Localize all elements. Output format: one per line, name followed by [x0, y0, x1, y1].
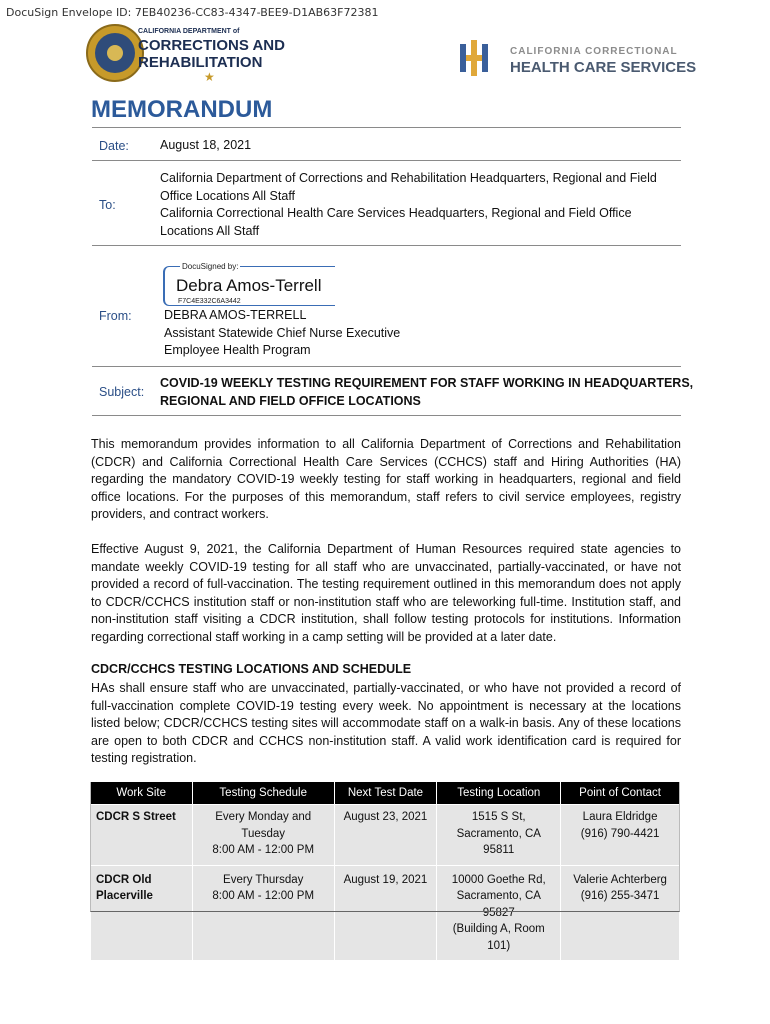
cell-schedule: Every Monday and Tuesday 8:00 AM - 12:00 PM [192, 805, 334, 866]
cell-next-test-date: August 23, 2021 [334, 805, 437, 866]
body-paragraph-1: This memorandum provides information to all California Department of Corrections and Rehabilitation (CDCR) and California Correctional Health Care Services (CCHCS) staff and Hiring Authorities (HA) regarding the mandatory COVID-19 weekly testing for staff working in headquarters, regional and field office locations. For the purposes of this memorandum, staff refers to civil service employees, registry providers, and contract workers. [91, 437, 681, 521]
cdcr-logo-line3: REHABILITATION [138, 54, 263, 71]
subject-line: REGIONAL AND FIELD OFFICE LOCATIONS [160, 393, 421, 408]
to-line: Office Locations All Staff [160, 188, 296, 203]
signature-id: F7C4E332C6A3442 [178, 298, 241, 305]
header-testing-schedule: Testing Schedule [192, 782, 334, 805]
date-value: August 18, 2021 [160, 138, 252, 152]
date-label: Date: [99, 139, 129, 153]
cell-schedule: Every Thursday 8:00 AM - 12:00 PM [192, 865, 334, 961]
header-testing-location: Testing Location [437, 782, 561, 805]
docusign-envelope-id: DocuSign Envelope ID: 7EB40236-CC83-4347-BEE9-D1AB63F72381 [6, 6, 379, 19]
cchcs-mark-icon [460, 40, 488, 76]
header-point-of-contact: Point of Contact [561, 782, 680, 805]
cdcr-logo-line2: CORRECTIONS AND [138, 37, 285, 54]
header-next-test-date: Next Test Date [334, 782, 437, 805]
subject-line: COVID-19 WEEKLY TESTING REQUIREMENT FOR STAFF WORKING IN HEADQUARTERS, [160, 376, 694, 390]
divider [92, 160, 681, 161]
cell-work-site: CDCR S Street [91, 805, 193, 866]
from-value [164, 307, 400, 360]
to-line: California Department of Corrections and Rehabilitation Headquarters, Regional and Field [160, 171, 657, 185]
cell-location: 10000 Goethe Rd, Sacramento, CA 95827 (Building A, Room 101) [437, 865, 561, 961]
to-label: To: [99, 198, 116, 212]
cdcr-logo-line1: CALIFORNIA DEPARTMENT of [138, 28, 240, 35]
signature-name: Debra Amos-Terrell [176, 276, 322, 295]
body-paragraph-2: Effective August 9, 2021, the California Department of Human Resources required state agencies to mandate weekly COVID-19 testing for all staff who are unvaccinated, partially-vaccinated, or have not provided a record of full-vaccination. The testing requirement outlined in this memorandum does not apply to CDCR/CCHCS institution staff or non-institution staff who are teleworking full-time. Institution staff, and non-institution staff visiting a CDCR institution, shall follow testing protocols for institutions. Information regarding correctional staff working in a camp setting will be provided at a later date. [91, 542, 681, 644]
divider [92, 415, 681, 416]
docusigned-by-label: DocuSigned by: [182, 262, 239, 271]
table-row [91, 865, 680, 961]
from-line: DEBRA AMOS-TERRELL [164, 308, 307, 322]
star-icon: ★ [204, 70, 215, 84]
cchcs-logo-line2: HEALTH CARE SERVICES [510, 59, 697, 76]
table-header-row [91, 782, 680, 805]
to-value [160, 170, 657, 240]
cchcs-logo [458, 40, 697, 80]
memo-title: MEMORANDUM [91, 96, 273, 123]
cdcr-logo [86, 24, 285, 84]
cchcs-logo-line1: CALIFORNIA CORRECTIONAL [510, 46, 678, 57]
subject-value [160, 375, 693, 410]
divider [92, 366, 681, 367]
cell-work-site: CDCR Old Placerville [91, 865, 193, 961]
from-label: From: [99, 309, 132, 323]
from-line: Employee Health Program [164, 343, 311, 357]
to-line: California Correctional Health Care Services Headquarters, Regional and Field Office [160, 206, 632, 220]
divider [92, 245, 681, 246]
to-line: Locations All Staff [160, 223, 260, 238]
table-row [91, 805, 680, 866]
cell-next-test-date: August 19, 2021 [334, 865, 437, 961]
cell-contact: Laura Eldridge (916) 790-4421 [561, 805, 680, 866]
header-work-site: Work Site [91, 782, 193, 805]
subject-label: Subject: [99, 385, 145, 399]
cdcr-seal-icon [86, 24, 144, 82]
testing-schedule-table [90, 782, 680, 961]
cell-location: 1515 S St, Sacramento, CA 95811 [437, 805, 561, 866]
body-paragraph-3: HAs shall ensure staff who are unvaccinated, partially-vaccinated, or who have not provided a record of full-vaccination complete COVID-19 testing every week. No appointment is necessary at the locations listed below; CDCR/CCHCS testing sites will accommodate staff on a walk-in basis. Any of these locations are open to both CDCR and CCHCS non-institution staff. A valid work identification card is required for testing registration. [91, 681, 681, 765]
divider [92, 127, 681, 128]
cell-contact: Valerie Achterberg (916) 255-3471 [561, 865, 680, 961]
section-heading: CDCR/CCHCS TESTING LOCATIONS AND SCHEDULE [91, 662, 412, 676]
from-line: Assistant Statewide Chief Nurse Executive [164, 325, 401, 340]
